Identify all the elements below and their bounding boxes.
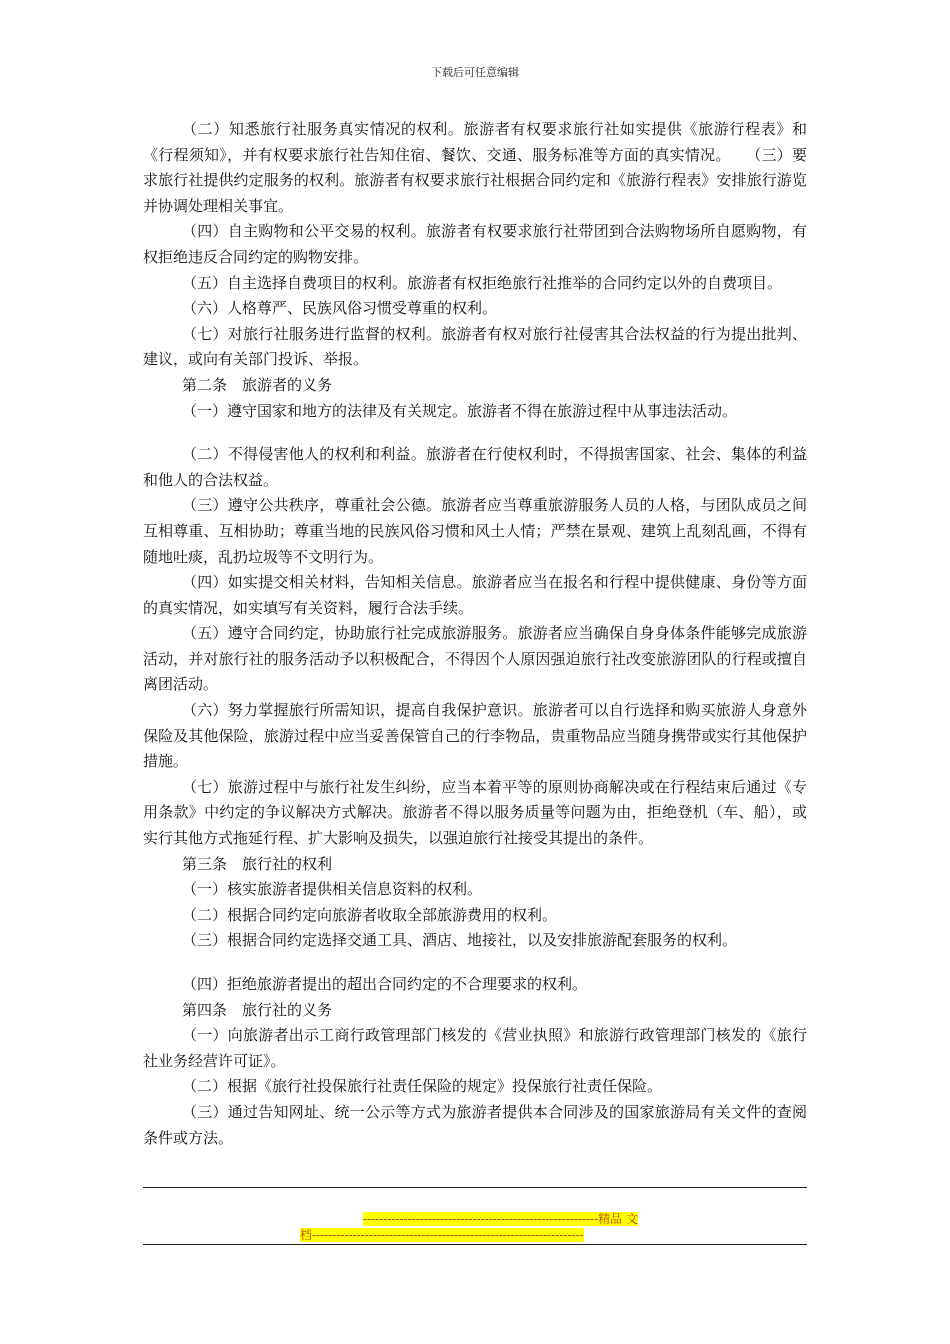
paragraph: （二）不得侵害他人的权利和利益。旅游者在行使权利时，不得损害国家、社会、集体的利益和他人的合法权益。: [143, 445, 807, 489]
paragraph: （三）遵守公共秩序，尊重社会公德。旅游者应当尊重旅游服务人员的人格，与团队成员之间互相尊重、互相协助；尊重当地的民族风俗习惯和风土人情；严禁在景观、建筑上乱刻乱画，不得有随地吐痰，乱扔垃圾等不文明行为。: [143, 496, 807, 566]
paragraph: （七）旅游过程中与旅行社发生纠纷，应当本着平等的原则协商解决或在行程结束后通过《专用条款》中约定的争议解决方式解决。旅游者不得以服务质量等问题为由，拒绝登机（车、船），或实行其他方式拖延行程、扩大影响及损失，以强迫旅行社接受其提出的条件。: [143, 777, 807, 848]
paragraph: （七）对旅行社服务进行监督的权利。旅游者有权对旅行社侵害其合法权益的行为提出批判、建议，或向有关部门投诉、举报。: [143, 324, 807, 369]
paragraph: （三）根据合同约定选择交通工具、酒店、地接社，以及安排旅游配套服务的权利。: [182, 931, 738, 950]
blank-line: [143, 424, 807, 442]
paragraph: （一）遵守国家和地方的法律及有关规定。旅游者不得在旅游过程中从事违法活动。: [182, 401, 738, 420]
footer-bottom-rule: [143, 1244, 807, 1245]
document-body: [143, 117, 807, 1151]
footer-top-rule: [143, 1187, 807, 1188]
footer-line-1: ----------------------------------------------------------精品 文: [363, 1212, 638, 1226]
footer-watermark: [300, 1211, 650, 1243]
paragraph: （二）根据合同约定向旅游者收取全部旅游费用的权利。: [182, 905, 558, 924]
paragraph: （四）拒绝旅游者提出的超出合同约定的不合理要求的权利。: [182, 975, 588, 993]
paragraph: （五）遵守合同约定，协助旅行社完成旅游服务。旅游者应当确保自身身体条件能够完成旅游活动，并对旅行社的服务活动予以积极配合，不得因个人原因强迫旅行社改变旅游团队的行程或擅自离团活动。: [143, 624, 807, 694]
paragraph: （四）如实提交相关材料，告知相关信息。旅游者应当在报名和行程中提供健康、身份等方面的真实情况，如实填写有关资料，履行合法手续。: [143, 573, 807, 617]
paragraph: （五）自主选择自费项目的权利。旅游者有权拒绝旅行社推举的合同约定以外的自费项目。: [182, 273, 783, 292]
paragraph: （一）核实旅游者提供相关信息资料的权利。: [182, 880, 483, 899]
paragraph: （六）人格尊严、民族风俗习惯受尊重的权利。: [182, 299, 498, 318]
paragraph: （四）自主购物和公平交易的权利。旅游者有权要求旅行社带团到合法购物场所自愿购物，有权拒绝违反合同约定的购物安排。: [143, 222, 807, 266]
paragraph: （二）知悉旅行社服务真实情况的权利。旅游者有权要求旅行社如实提供《旅游行程表》和《行程须知》，并有权要求旅行社告知住宿、餐饮、交通、服务标准等方面的真实情况。 （三）要求旅行社提供约定服务的权利。旅游者有权要求旅行社根据合同约定和《旅游行程表》安排旅行游览并协调处理相关事宜。: [143, 120, 807, 215]
footer-line-2: 档-------------------------------------------------------------------: [300, 1228, 584, 1242]
paragraph: （一）向旅游者出示工商行政管理部门核发的《营业执照》和旅游行政管理部门核发的《旅行社业务经营许可证》。: [143, 1026, 807, 1070]
section-heading: 第二条 旅游者的义务: [182, 375, 333, 394]
section-heading: 第三条 旅行社的权利: [182, 854, 333, 873]
paragraph: （三）通过告知网址、统一公示等方式为旅游者提供本合同涉及的国家旅游局有关文件的查阅条件或方法。: [143, 1102, 807, 1147]
paragraph: （二）根据《旅行社投保旅行社责任保险的规定》投保旅行社责任保险。: [182, 1077, 663, 1096]
blank-line: [143, 954, 807, 972]
paragraph: （六）努力掌握旅行所需知识，提高自我保护意识。旅游者可以自行选择和购买旅游人身意外保险及其他保险，旅游过程中应当妥善保管自己的行李物品，贵重物品应当随身携带或实行其他保护措施。: [143, 701, 807, 771]
page-header: 下载后可任意编辑: [431, 66, 519, 79]
section-heading: 第四条 旅行社的义务: [182, 1000, 333, 1019]
